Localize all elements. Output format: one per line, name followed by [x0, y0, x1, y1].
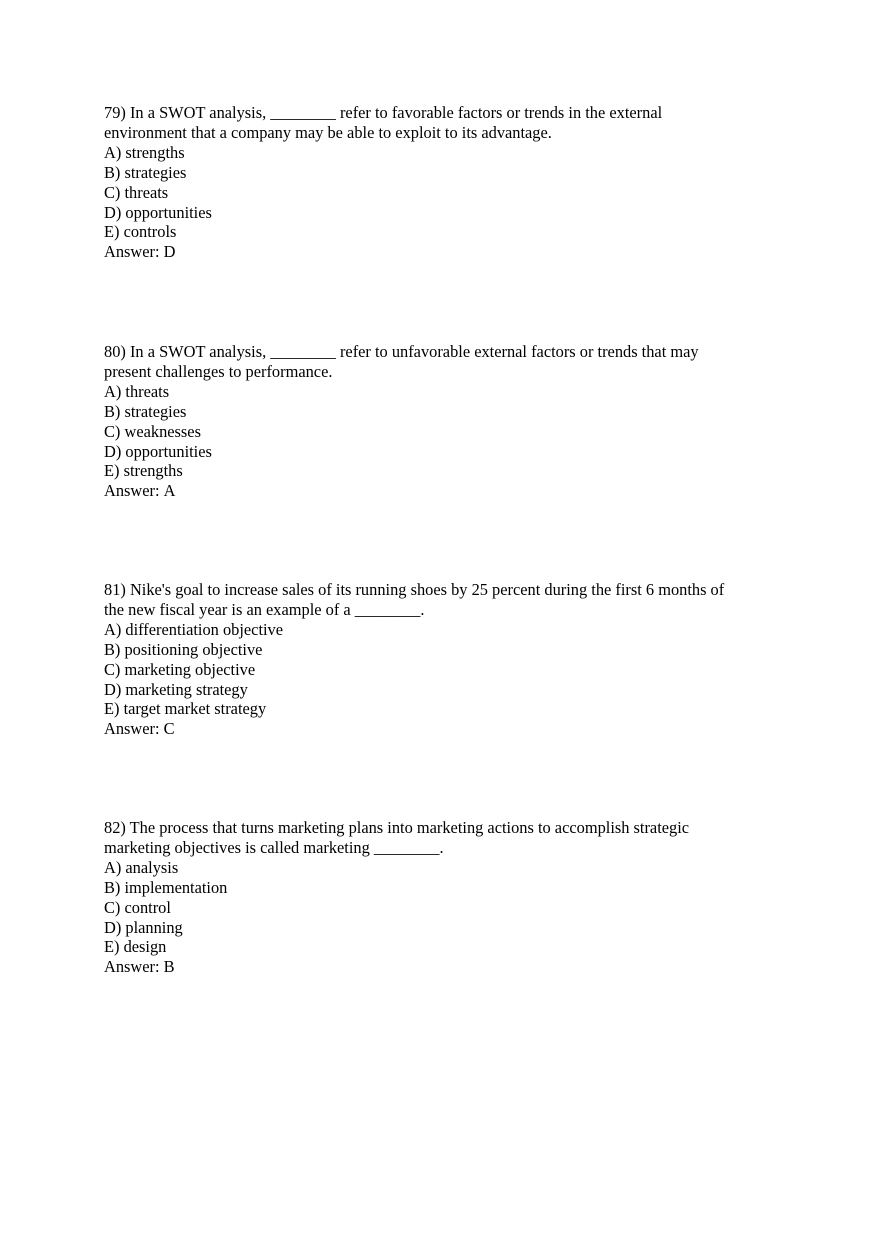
question-stem-line: 80) In a SWOT analysis, ________ refer to unfavorable external factors or trends that may: [104, 342, 699, 361]
answer-label: Answer:: [104, 957, 160, 977]
question-81: [104, 580, 784, 739]
question-stem-line: 81) Nike's goal to increase sales of its running shoes by 25 percent during the first 6 months of: [104, 580, 725, 599]
question-stem-line: 79) In a SWOT analysis, ________ refer to favorable factors or trends in the external: [104, 103, 663, 122]
answer-option-c: C) weaknesses: [104, 421, 201, 441]
answer-option-b: B) implementation: [104, 877, 228, 897]
answer-option-a: A) strengths: [104, 142, 185, 162]
answer-option-b: B) positioning objective: [104, 639, 263, 659]
question-79: [104, 103, 784, 262]
answer-key: [104, 242, 784, 262]
answer-key: [104, 957, 784, 977]
question-82: [104, 818, 784, 977]
answer-option-d: D) planning: [104, 917, 183, 937]
question-stem-line: marketing objectives is called marketing ________.: [104, 837, 444, 857]
question-stem-line: 82) The process that turns marketing plans into marketing actions to accomplish strategic: [104, 818, 690, 837]
question-80: [104, 342, 784, 501]
answer-value: B: [163, 957, 175, 977]
answer-value: A: [163, 481, 176, 501]
answer-option-d: D) opportunities: [104, 202, 212, 222]
answer-option-c: C) threats: [104, 182, 169, 202]
answer-option-a: A) threats: [104, 381, 170, 401]
question-stem-line: present challenges to performance.: [104, 361, 333, 381]
answer-option-c: C) marketing objective: [104, 659, 256, 679]
question-stem-line: environment that a company may be able to exploit to its advantage.: [104, 122, 552, 142]
answer-option-c: C) control: [104, 897, 171, 917]
answer-key: [104, 481, 784, 501]
answer-option-e: E) design: [104, 937, 167, 957]
answer-option-d: D) marketing strategy: [104, 679, 248, 699]
answer-option-e: E) target market strategy: [104, 699, 267, 719]
answer-label: Answer:: [104, 242, 160, 262]
question-stem-line: the new fiscal year is an example of a ________.: [104, 599, 425, 619]
answer-option-d: D) opportunities: [104, 441, 212, 461]
answer-value: C: [163, 719, 175, 739]
answer-option-b: B) strategies: [104, 401, 187, 421]
answer-option-e: E) strengths: [104, 461, 183, 481]
answer-value: D: [163, 242, 176, 262]
answer-label: Answer:: [104, 481, 160, 501]
answer-option-a: A) differentiation objective: [104, 619, 284, 639]
answer-label: Answer:: [104, 719, 160, 739]
answer-key: [104, 719, 784, 739]
answer-option-e: E) controls: [104, 222, 177, 242]
answer-option-a: A) analysis: [104, 857, 179, 877]
answer-option-b: B) strategies: [104, 162, 187, 182]
